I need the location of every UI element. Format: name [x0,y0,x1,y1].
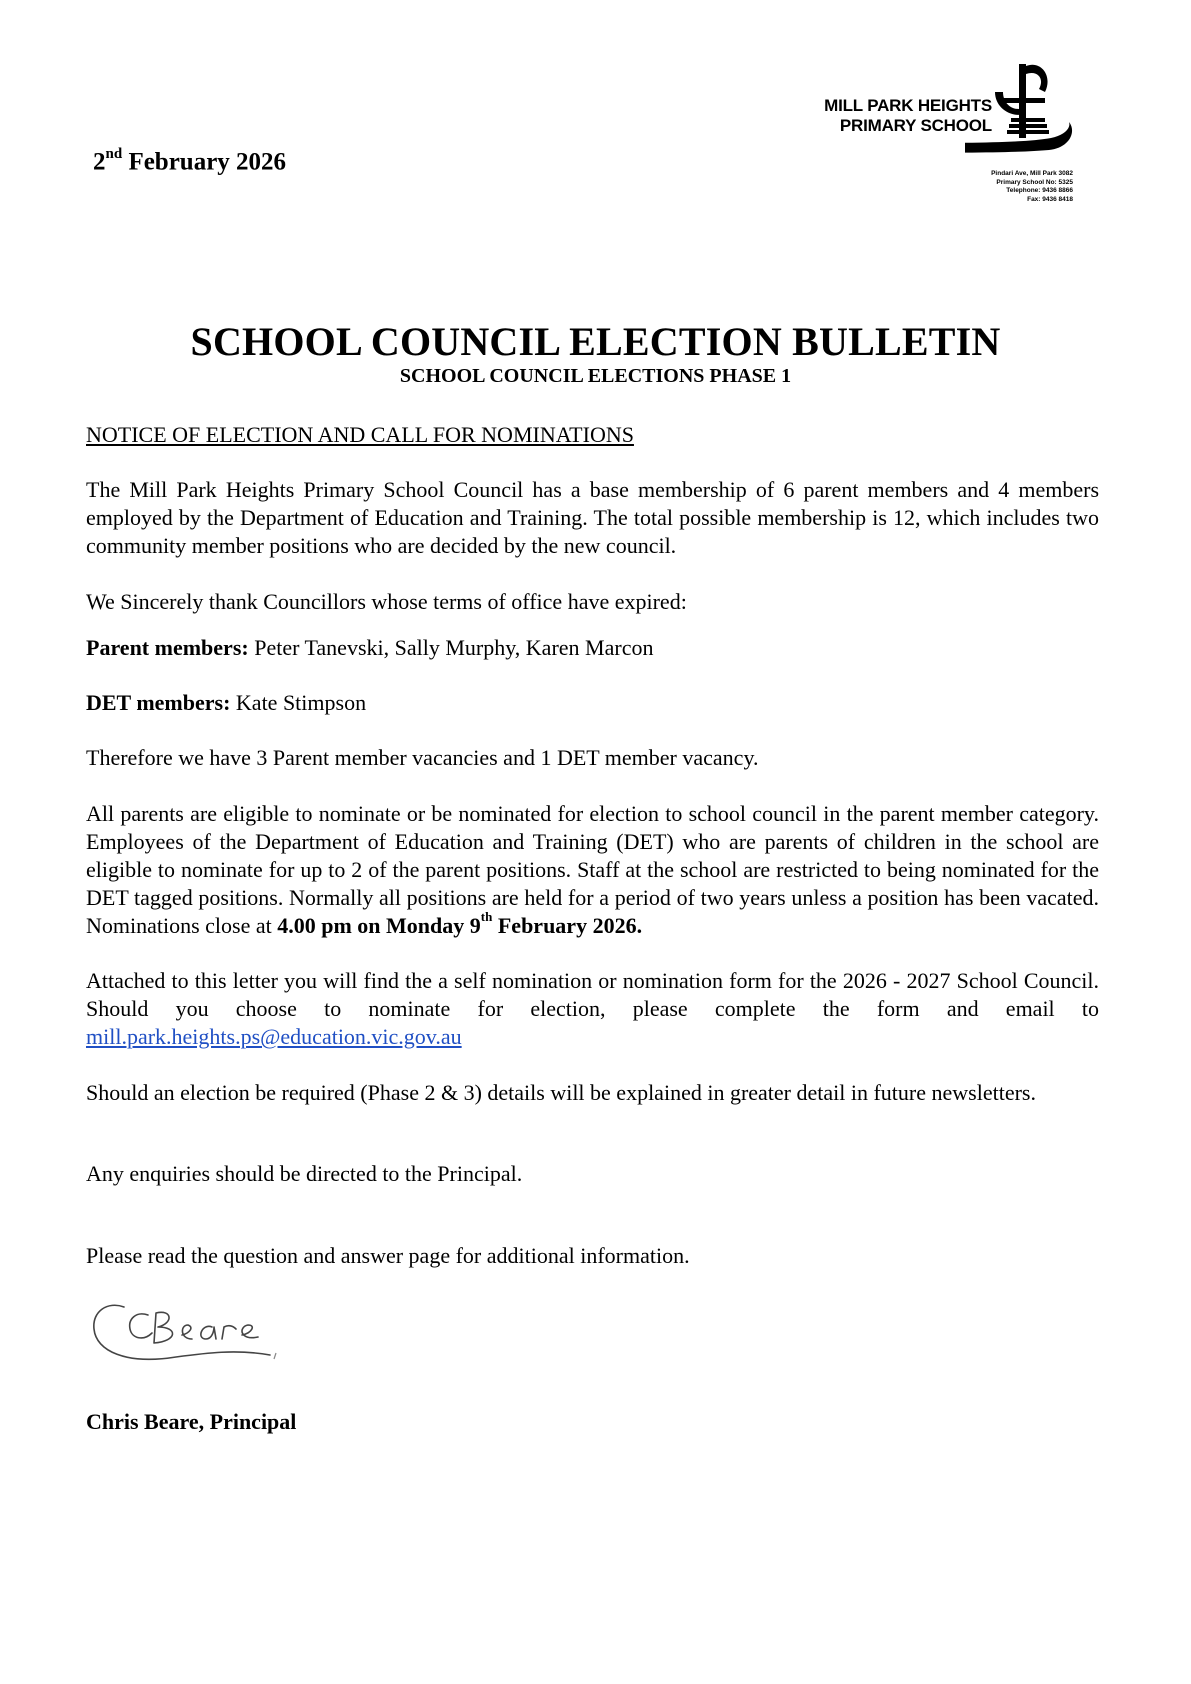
det-members-line [86,689,1099,717]
qa-paragraph: Please read the question and answer page for additional information. [86,1243,690,1268]
email-link[interactable]: mill.park.heights.ps@education.vic.gov.au [86,1024,462,1049]
date-suffix: nd [105,146,123,162]
signature-image [86,1295,306,1375]
signer-name: Chris Beare, Principal [86,1409,297,1434]
notice-heading: NOTICE OF ELECTION AND CALL FOR NOMINATIONS [86,422,634,447]
det-members-names: Kate Stimpson [230,690,367,715]
logo-name-line1: MILL PARK HEIGHTS [824,96,992,115]
letter-date [93,148,286,176]
parent-members-names: Peter Tanevski, Sally Murphy, Karen Marcon [248,635,654,660]
eligibility-paragraph [86,800,1099,940]
nomination-deadline [277,909,643,938]
membership-paragraph: The Mill Park Heights Primary School Council has a base membership of 6 parent members and 4 members employed by the Department of Education and Training. The total possible membership is 12, which includes two community member positions who are decided by the new council. [86,477,1099,558]
enquiries-paragraph: Any enquiries should be directed to the Principal. [86,1161,523,1186]
attached-paragraph [86,967,1099,1051]
date-day: 2 [93,148,106,176]
deadline-part-a: 4.00 pm on Monday 9 [277,913,481,938]
logo-address-line: Fax: 9436 8418 [1027,195,1073,203]
logo-name-line2: PRIMARY SCHOOL [839,116,992,135]
deadline-suffix: th [480,909,493,924]
eligibility-text: All parents are eligible to nominate or be nominated for election to school council in the parent member category. Employees of the Department of Education and Training (DET) who are parents of children in the school are eligible to nominate for up to 2 of the parent positions. Staff at the school are restricted to being nominated for the DET tagged positions. Normally all positions are held for a period of two years unless a position has been vacated. Nominations close at [86,801,1099,938]
logo-address-line: Primary School No: 5325 [996,178,1073,186]
deadline-part-b: February 2026. [492,913,643,938]
school-crest-icon [965,62,1090,162]
page-title: SCHOOL COUNCIL ELECTION BULLETIN [190,319,1001,364]
logo-address-line: Telephone: 9436 8866 [1006,187,1073,194]
attached-text: Attached to this letter you will find the a self nomination or nomination form for the 2026 - 2027 School Council. Should you choose to nominate for election, please complete the form and email to [86,968,1099,1021]
thanks-paragraph: We Sincerely thank Councillors whose terms of office have expired: [86,589,687,614]
parent-members-label: Parent members: [86,635,249,660]
det-members-label: DET members: [86,690,231,715]
vacancies-paragraph: Therefore we have 3 Parent member vacancies and 1 DET member vacancy. [86,745,759,770]
logo-address-line: Pindari Ave, Mill Park 3082 [991,170,1073,177]
logo-address [991,170,1073,204]
date-rest: February 2026 [122,148,287,176]
phase-paragraph: Should an election be required (Phase 2 & 3) details will be explained in greater detail in future newsletters. [86,1080,1036,1105]
parent-members-line [86,634,1099,662]
page-subtitle: SCHOOL COUNCIL ELECTIONS PHASE 1 [399,365,792,387]
school-logo [785,62,1095,212]
